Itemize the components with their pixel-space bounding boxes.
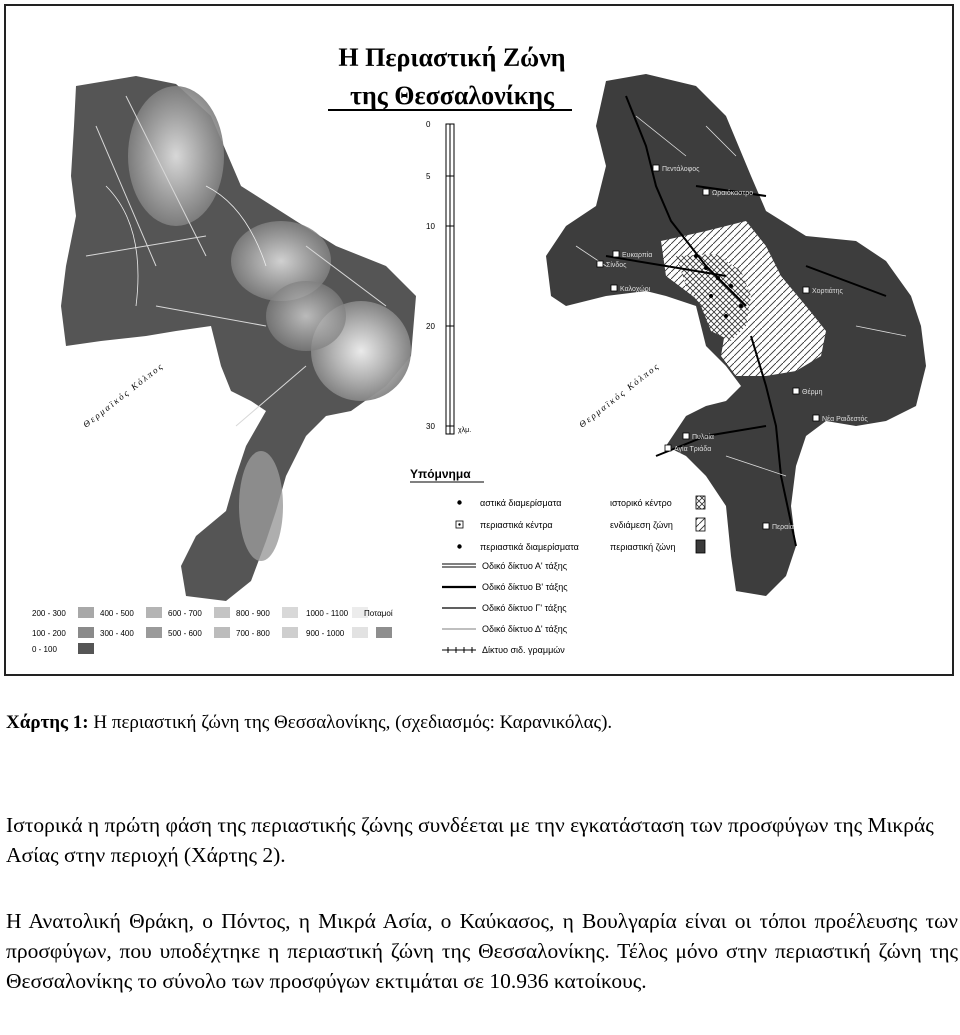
legend-network-label: Οδικό δίκτυο Α' τάξης — [482, 561, 568, 571]
elevation-legend-label: 500 - 600 — [168, 629, 202, 638]
place-label: Πεντάλοφος — [662, 166, 700, 173]
legend-network-line — [442, 647, 476, 653]
legend-zone-items — [610, 496, 705, 553]
scale-tick-label: 20 — [426, 322, 435, 331]
place-marker — [703, 189, 709, 195]
elevation-legend-swatch — [214, 607, 230, 618]
paragraph-2: Η Ανατολική Θράκη, ο Πόντος, η Μικρά Ασία, ο Καύκασος, η Βουλγαρία είναι οι τόποι προέλευσης των προσφύγων, που υποδέχτηκε η περιαστική ζώνη της Θεσσαλονίκης. Τέλος μόνο στην περιαστική ζώνη της Θεσσαλονίκης το σύνολο των προσφύγων εκτιμάται σε 10.936 κατοίκους. — [6, 909, 958, 993]
legend-zone-label: ιστορικό κέντρο — [610, 498, 672, 508]
district-dot — [729, 284, 733, 288]
place-marker — [683, 433, 689, 439]
legend-network-label: Οδικό δίκτυο Β' τάξης — [482, 582, 568, 592]
legend-network-line — [442, 564, 476, 567]
elevation-legend-label: 300 - 400 — [100, 629, 134, 638]
place-marker — [803, 287, 809, 293]
legend-zone-swatch — [696, 518, 705, 531]
elevation-map — [61, 76, 416, 601]
legend-network-label: Δίκτυο σιδ. γραμμών — [482, 645, 565, 655]
scale-tick-label: 10 — [426, 222, 435, 231]
legend-point-label: περιαστικά διαμερίσματα — [480, 542, 579, 552]
place-label: Ωραιόκαστρο — [712, 190, 754, 197]
elevation-legend-label: 600 - 700 — [168, 609, 202, 618]
place-label: Σίνδος — [606, 262, 627, 269]
gulf-label-left: Θερμαϊκός Κόλπος — [81, 360, 166, 430]
elevation-legend-swatch — [146, 607, 162, 618]
legend-network-items — [442, 561, 568, 655]
elevation-legend-swatch — [282, 607, 298, 618]
elevation-legend-swatch — [352, 627, 368, 638]
elevation-legend-label: 700 - 800 — [236, 629, 270, 638]
legend-dot-symbol — [457, 500, 461, 504]
legend-point-items — [456, 498, 579, 552]
elevation-legend-swatch — [376, 627, 392, 638]
place-label: Ευκαρπία — [622, 252, 653, 259]
place-label: Χορτιάτης — [812, 288, 843, 295]
place-marker — [613, 251, 619, 257]
place-marker — [665, 445, 671, 451]
figure-caption — [6, 712, 612, 734]
district-dot — [716, 276, 720, 280]
scale-tick-label: 30 — [426, 422, 435, 431]
elevation-legend-label: Ποταμοί — [364, 609, 393, 618]
elevation-legend-swatch — [78, 643, 94, 654]
elevation-legend-label: 100 - 200 — [32, 629, 66, 638]
paragraph-1: Ιστορικά η πρώτη φάση της περιαστικής ζώνης συνδέεται με την εγκατάσταση των προσφύγων της Μικράς Ασίας στην περιοχή (Χάρτης 2). — [6, 813, 934, 867]
elevation-legend-label: 0 - 100 — [32, 645, 57, 654]
place-marker — [793, 388, 799, 394]
district-dot — [724, 314, 728, 318]
caption-label: Χάρτης 1: — [6, 712, 89, 733]
scale-bar — [426, 120, 471, 434]
elevation-legend-label: 200 - 300 — [32, 609, 66, 618]
zones-map — [546, 74, 926, 596]
place-label: Αγία Τριάδα — [674, 446, 712, 453]
elevation-legend — [32, 607, 393, 654]
map-figure — [4, 4, 954, 676]
place-marker — [763, 523, 769, 529]
legend-point-label: περιαστικά κέντρα — [480, 520, 553, 530]
district-dot — [739, 304, 743, 308]
elevation-legend-swatch — [214, 627, 230, 638]
place-label: Καλοχώρι — [620, 286, 651, 293]
place-marker — [813, 415, 819, 421]
place-marker — [597, 261, 603, 267]
legend-network-label: Οδικό δίκτυο Γ' τάξης — [482, 603, 567, 613]
place-marker — [611, 285, 617, 291]
legend-zone-label: ενδιάμεση ζώνη — [610, 520, 673, 530]
place-marker — [653, 165, 659, 171]
place-label: Θέρμη — [802, 389, 823, 396]
district-dot — [709, 294, 713, 298]
map-title-line-1: Η Περιαστική Ζώνη — [338, 43, 566, 72]
legend-title: Υπόμνημα — [410, 467, 471, 481]
district-dot — [694, 254, 698, 258]
elevation-legend-label: 800 - 900 — [236, 609, 270, 618]
place-label: Πυλαία — [692, 434, 714, 441]
scale-tick-label: 5 — [426, 172, 431, 181]
scale-tick-label: 0 — [426, 120, 431, 129]
caption-text: Η περιαστική ζώνη της Θεσσαλονίκης, (σχεδιασμός: Καρανικόλας). — [88, 712, 613, 733]
elevation-legend-label: 900 - 1000 — [306, 629, 345, 638]
legend-zone-label: περιαστική ζώνη — [610, 542, 676, 552]
elevation-legend-swatch — [78, 607, 94, 618]
elevation-legend-label: 1000 - 1100 — [306, 609, 349, 618]
legend-zone-swatch — [696, 540, 705, 553]
elevation-legend-swatch — [78, 627, 94, 638]
scale-unit-label: χλμ. — [458, 427, 472, 434]
elevation-legend-swatch — [146, 627, 162, 638]
legend-point-label: αστικά διαμερίσματα — [480, 498, 562, 508]
place-label: Περαία — [772, 524, 794, 531]
legend-dot-symbol — [457, 544, 461, 548]
gulf-label-right: Θερμαϊκός Κόλπος — [577, 360, 662, 430]
place-label: Νέα Ραιδεστός — [822, 416, 868, 423]
district-dot — [704, 266, 708, 270]
legend-network-label: Οδικό δίκτυο Δ' τάξης — [482, 624, 568, 634]
legend-zone-swatch — [696, 496, 705, 509]
elevation-legend-swatch — [282, 627, 298, 638]
map-title-line-2: της Θεσσαλονίκης — [350, 81, 554, 110]
elevation-legend-label: 400 - 500 — [100, 609, 134, 618]
